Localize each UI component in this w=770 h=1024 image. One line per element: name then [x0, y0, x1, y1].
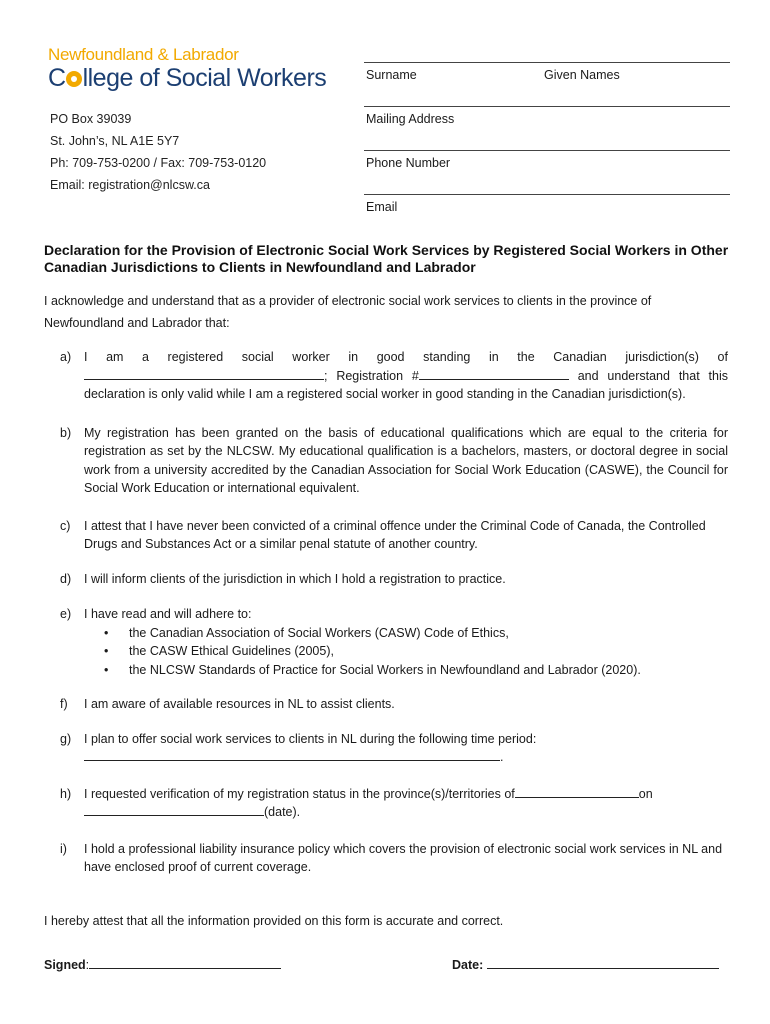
intro-paragraph: I acknowledge and understand that as a provider of electronic social work services to clients in the province of Newfoundland and Labrador that:: [44, 294, 652, 330]
item-label: c): [60, 518, 71, 533]
phone-number-field[interactable]: [364, 150, 730, 194]
declaration-items: [44, 348, 728, 877]
college-address: [50, 108, 266, 196]
item-label: i): [60, 841, 67, 856]
item-label: e): [60, 607, 72, 621]
item-label: b): [60, 425, 72, 440]
item-c: [44, 517, 728, 554]
signed-label: Signed: [44, 958, 86, 972]
item-e: [44, 605, 728, 679]
declaration-title: Declaration for the Provision of Electronic Social Work Services by Registered Social Workers in Other Canadian Jurisdictions to Clients in Newfoundland and Labrador: [44, 242, 729, 275]
item-g-period: .: [500, 750, 504, 764]
address-phone: Ph: 709-753-0200 / Fax: 709-753-0120: [50, 156, 267, 170]
name-field[interactable]: [364, 62, 730, 106]
applicant-fields: [364, 62, 730, 238]
logo-province: Newfoundland & Labrador: [48, 45, 239, 64]
item-b: [44, 424, 728, 498]
phone-number-label: Phone Number: [366, 156, 451, 170]
standards-list: [84, 624, 728, 680]
jurisdiction-blank[interactable]: [84, 367, 324, 380]
list-item: • the Canadian Association of Social Workers (CASW) Code of Ethics,: [104, 624, 728, 643]
item-label: g): [60, 731, 72, 746]
item-h-on: on: [638, 786, 653, 801]
item-a-line1: I am a registered social worker in good standing in the Canadian jurisdiction(s) of: [84, 350, 728, 364]
attestation-statement: I hereby attest that all the information provided on this form is accurate and correct.: [44, 914, 504, 928]
item-label: h): [60, 786, 72, 801]
college-logo: [48, 46, 326, 92]
item-label: d): [60, 571, 72, 586]
item-a-registration-text: ; Registration #: [324, 368, 419, 383]
item-d-text: I will inform clients of the jurisdiction in which I hold a registration to practice.: [84, 571, 506, 586]
item-f-text: I am aware of available resources in NL to assist clients.: [84, 697, 395, 711]
item-h: [44, 785, 728, 822]
logo-o-circle-icon: [66, 71, 82, 87]
date-line: [452, 956, 719, 972]
signature-line: [44, 956, 281, 972]
item-h-date-text: (date).: [264, 805, 301, 819]
item-e-text: I have read and will adhere to:: [84, 607, 252, 621]
surname-label: Surname: [366, 68, 417, 82]
item-label: a): [60, 350, 72, 364]
given-names-label: Given Names: [544, 68, 620, 82]
list-item: • the NLCSW Standards of Practice for Social Workers in Newfoundland and Labrador (2020).: [104, 661, 728, 680]
item-c-text: I attest that I have never been convicted of a criminal offence under the Criminal Code of Canada, the Controlled Drugs and Substances Act or a similar penal statute of another country.: [84, 518, 706, 551]
item-a-validity-text: and understand that this declaration is only valid while I am a registered social worker in good standing in the Canadian jurisdiction(s).: [84, 368, 728, 401]
signed-colon: :: [85, 958, 90, 972]
email-field[interactable]: [364, 194, 730, 238]
signature-blank[interactable]: [89, 956, 281, 969]
item-f: [44, 695, 728, 714]
address-po-box: PO Box 39039: [50, 112, 132, 126]
time-period-blank[interactable]: [84, 748, 500, 761]
email-label: Email: [366, 200, 398, 214]
mailing-address-label: Mailing Address: [366, 112, 455, 126]
item-d: [44, 570, 728, 589]
registration-number-blank[interactable]: [419, 367, 569, 380]
date-label: Date:: [452, 958, 484, 972]
item-a: [44, 348, 728, 404]
address-email: Email: registration@nlcsw.ca: [50, 178, 210, 192]
list-item: • the CASW Ethical Guidelines (2005),: [104, 642, 728, 661]
item-g: [44, 730, 728, 767]
item-i: [44, 840, 728, 877]
item-label: f): [60, 697, 68, 711]
address-city: St. John’s, NL A1E 5Y7: [50, 134, 180, 148]
item-h-text: I requested verification of my registration status in the province(s)/territories of: [84, 786, 515, 801]
logo-college-name: [48, 64, 326, 92]
item-b-text: My registration has been granted on the basis of educational qualifications which are equal to the criteria for registration as set by the NLCSW. My educational qualification is a bachelors, masters, or doctoral degree in social work from a university accredited by the Canadian Association for Social Work Education (CASWE), the Council for Social Work Education or international equivalent.: [84, 425, 728, 495]
logo-name-rest: llege of Social Workers: [82, 64, 327, 92]
verification-date-blank[interactable]: [84, 803, 264, 816]
mailing-address-field[interactable]: [364, 106, 730, 150]
item-g-text: I plan to offer social work services to clients in NL during the following time period:: [84, 731, 537, 746]
logo-c-letter: C: [48, 64, 66, 92]
item-i-text: I hold a professional liability insurance policy which covers the provision of electronic social work services in NL and have enclosed proof of current coverage.: [84, 841, 723, 874]
province-territory-blank[interactable]: [515, 785, 639, 798]
date-blank[interactable]: [487, 956, 719, 969]
